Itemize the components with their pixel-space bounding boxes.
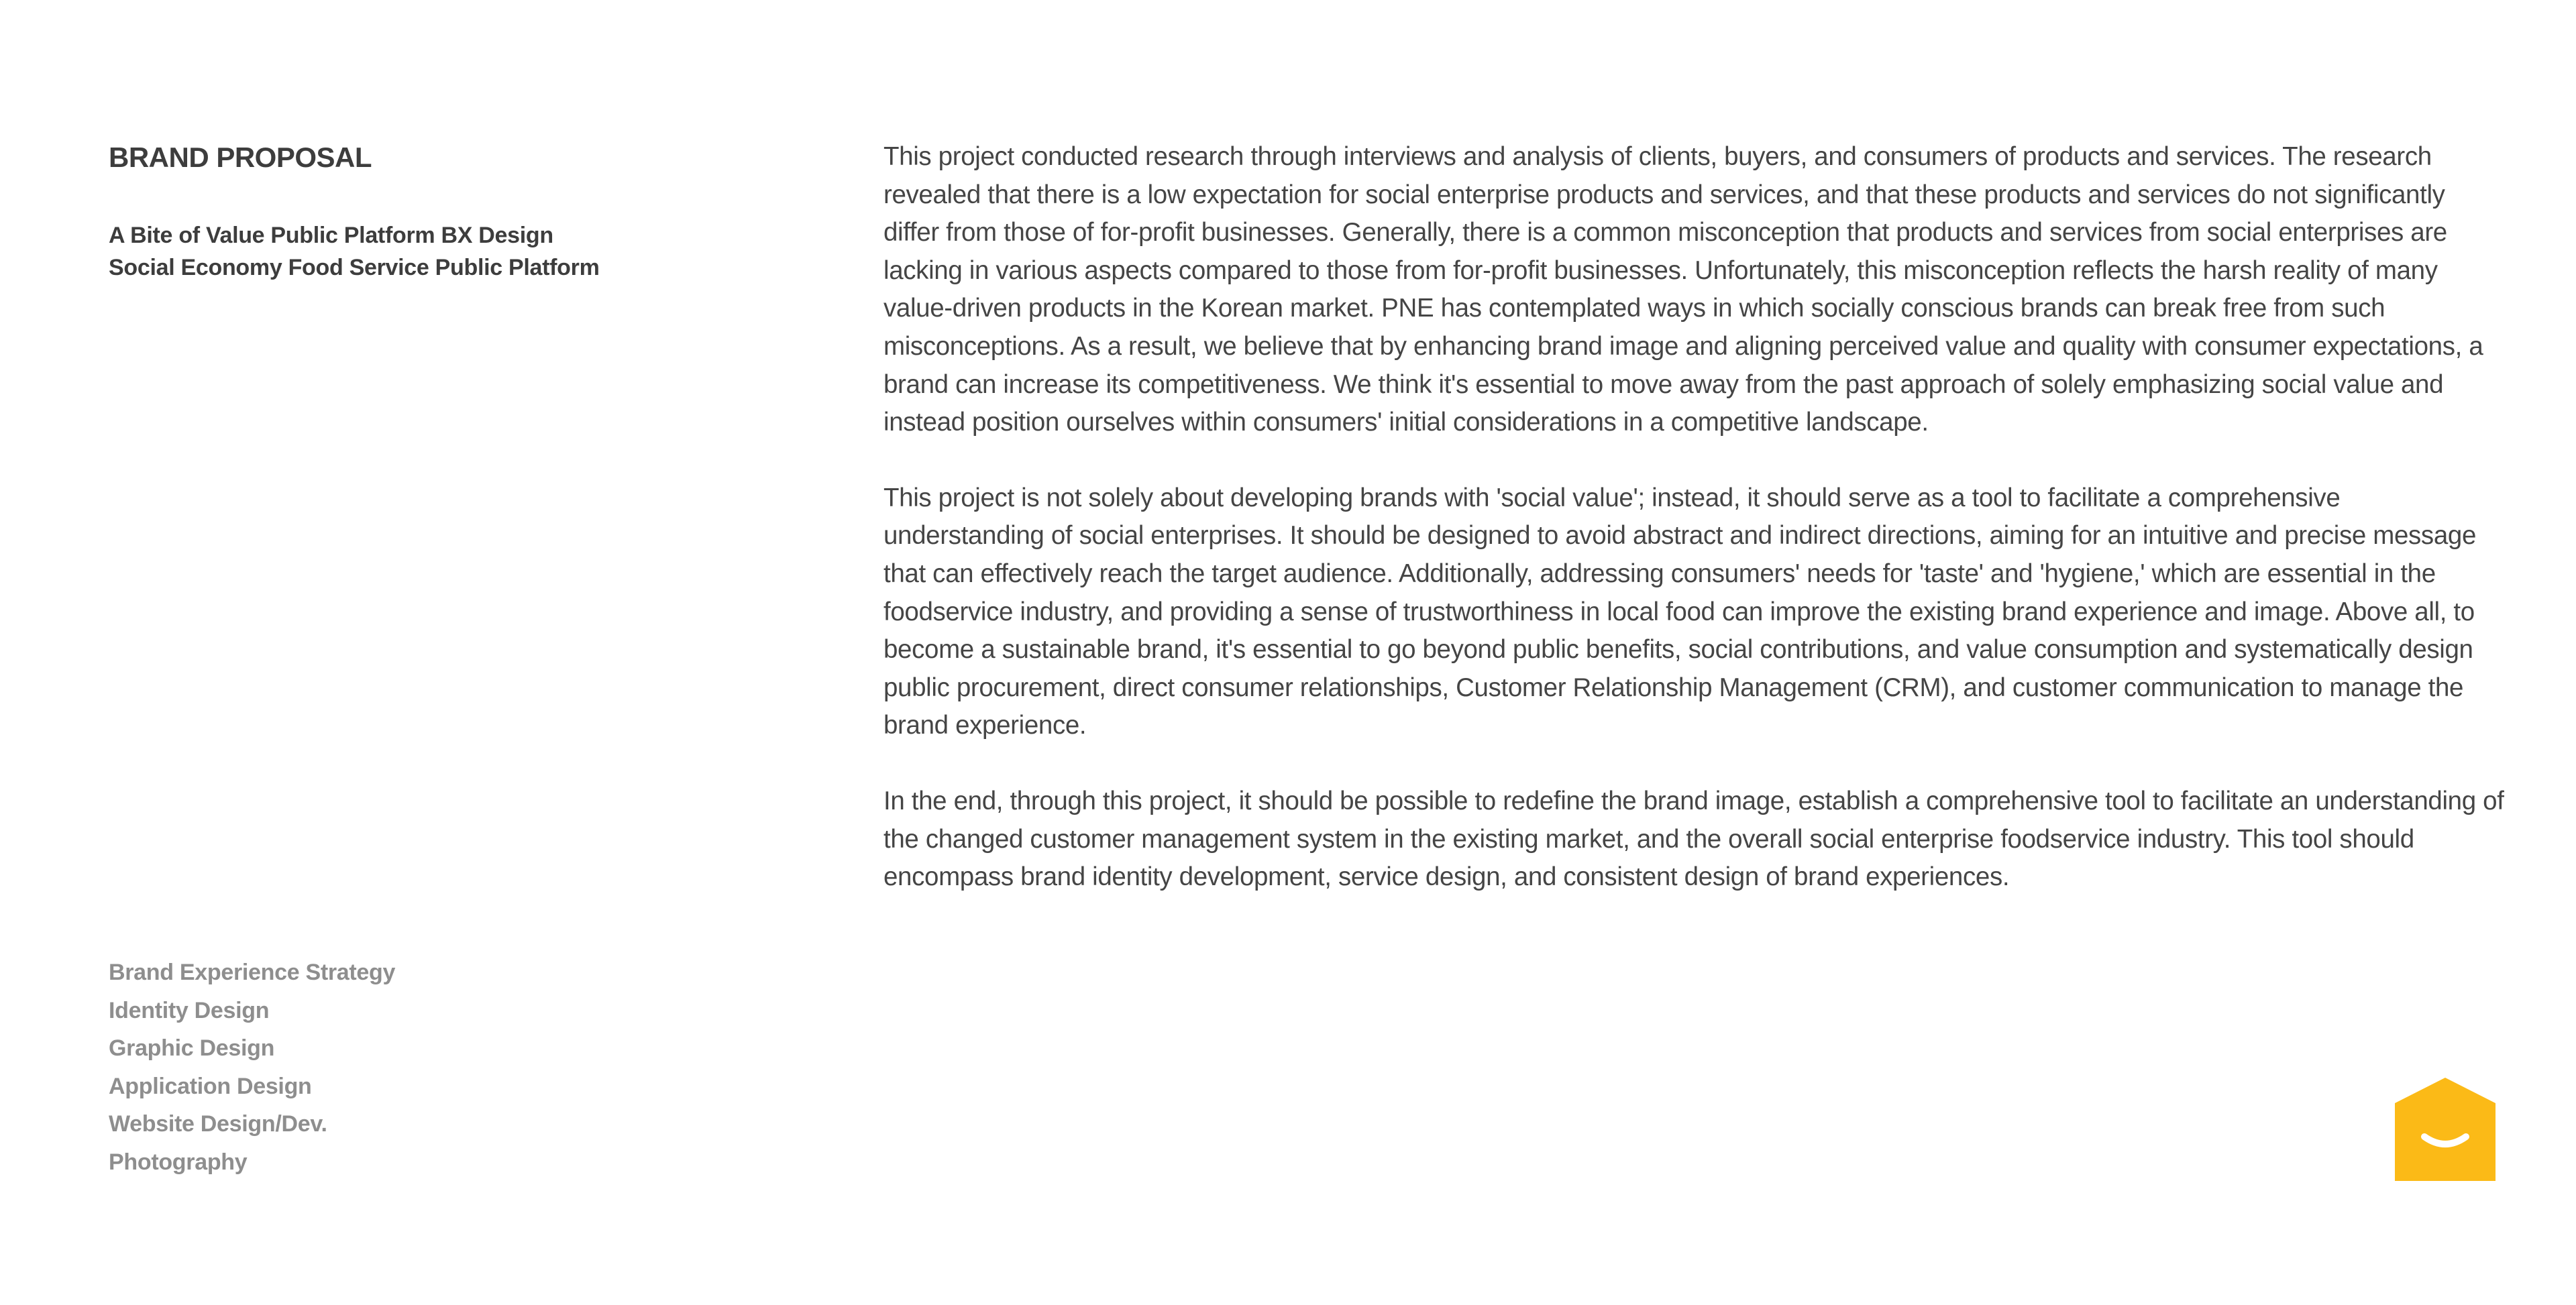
project-subtitle (109, 219, 780, 284)
subtitle-line-2: Social Economy Food Service Public Platform (109, 255, 600, 280)
service-item-brand-experience-strategy: Brand Experience Strategy (109, 960, 396, 985)
service-item-website-design: Website Design/Dev. (109, 1111, 327, 1137)
service-item-photography: Photography (109, 1149, 248, 1175)
service-item-application-design: Application Design (109, 1073, 312, 1099)
services-list (109, 954, 395, 1181)
body-paragraph-1: This project conducted research through interviews and analysis of clients, buyers, and consumers of products and services. The research revealed that there is a low expectation for social enterprise products and services, and that these products and services do not significantly differ from those of for-profit businesses. Generally, there is a common misconception that products and services from social enterprises are lacking in various aspects compared to those from for-profit businesses. Unfortunately, this misconception reflects the harsh reality of many value-driven products in the Korean market. PNE has contemplated ways in which socially conscious brands can break free from such misconceptions. As a result, we believe that by enhancing brand image and aligning perceived value and quality with consumer expectations, a brand can increase its competitiveness. We think it's essential to move away from the past approach of solely emphasizing social value and instead position ourselves within consumers' initial considerations in a competitive landscape. (883, 142, 2483, 437)
smiling-house-logo-icon (2395, 1078, 2496, 1181)
logo-house-shape (2395, 1078, 2496, 1181)
service-item-graphic-design: Graphic Design (109, 1035, 275, 1061)
service-item-identity-design: Identity Design (109, 997, 270, 1023)
page-title: BRAND PROPOSAL (109, 141, 372, 173)
subtitle-line-1: A Bite of Value Public Platform BX Design (109, 223, 553, 248)
body-paragraph-3: In the end, through this project, it should be possible to redefine the brand image, establish a comprehensive tool to facilitate an understanding of the changed customer management system in the existing market, and the overall social enterprise foodservice industry. This tool should encompass brand identity development, service design, and consistent design of brand experiences. (883, 786, 2504, 892)
project-info (109, 137, 780, 284)
body-paragraph-2: This project is not solely about developing brands with 'social value'; instead, it should serve as a tool to facilitate a comprehensive understanding of social enterprises. It should be designed to avoid abstract and indirect directions, aiming for an intuitive and precise message that can effectively reach the target audience. Additionally, addressing consumers' needs for 'taste' and 'hygiene,' which are essential in the foodservice industry, and providing a sense of trustworthiness in local food can improve the existing brand experience and image. Above all, to become a sustainable brand, it's essential to go beyond public benefits, social contributions, and value consumption and systematically design public procurement, direct consumer relationships, Customer Relationship Management (CRM), and customer communication to manage the brand experience. (883, 483, 2477, 740)
proposal-body (883, 138, 2507, 934)
